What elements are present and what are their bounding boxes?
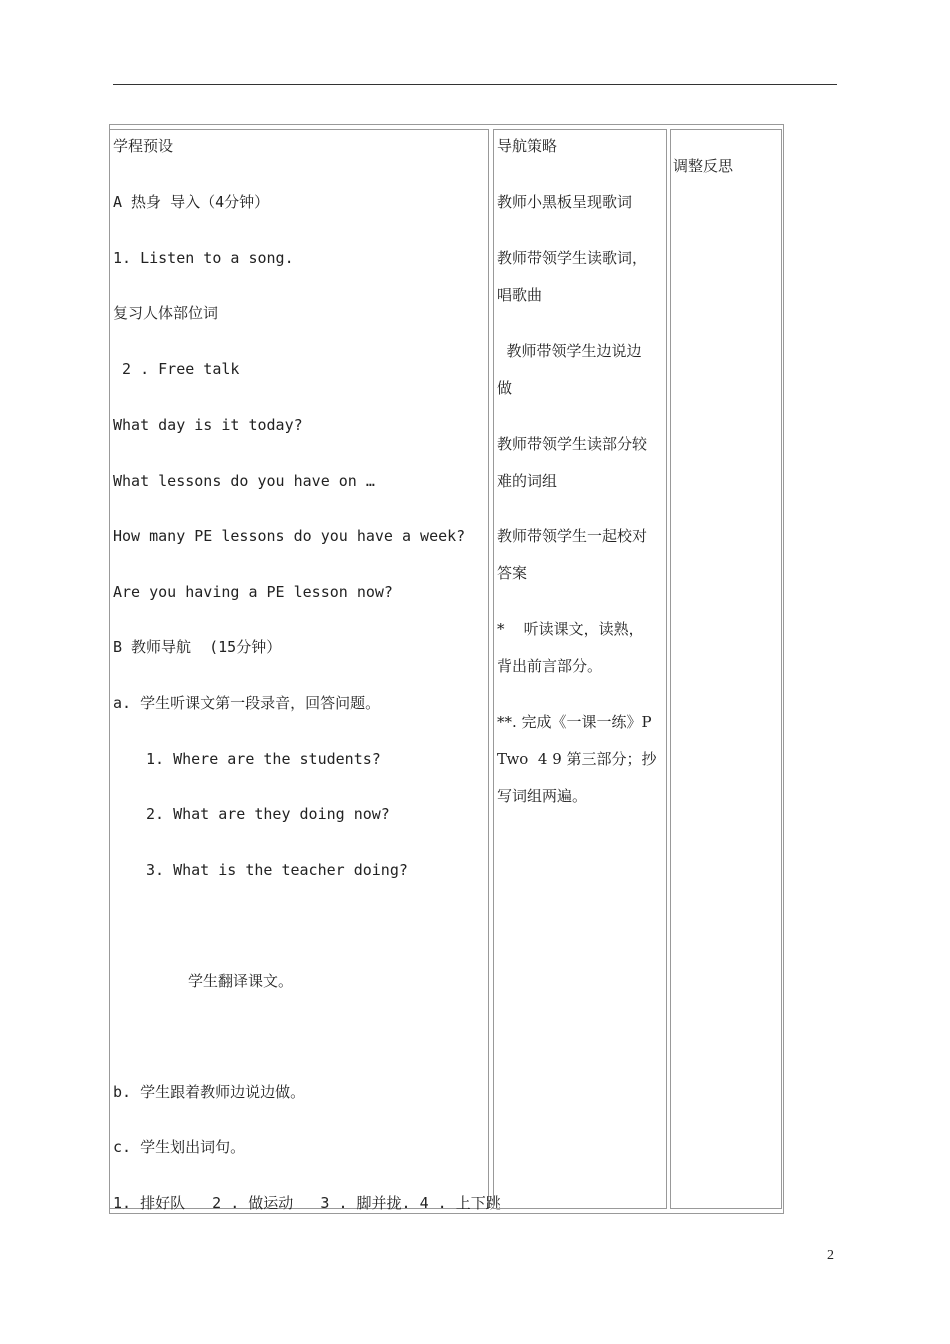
- lesson-plan-table: [109, 124, 784, 1214]
- column-lesson-design: [110, 129, 501, 1212]
- text-line: 教师带领学生一起校对: [497, 527, 648, 545]
- text-line: 1. 排好队 2 . 做运动 3 . 脚并拢. 4 . 上下跳: [113, 1194, 501, 1212]
- text-line: 难的词组: [497, 472, 558, 490]
- text-line: 教师小黑板呈现歌词: [497, 193, 633, 211]
- text-line: a. 学生听课文第一段录音，回答问题。: [113, 694, 381, 712]
- text-line: 写词组两遍。: [497, 787, 588, 805]
- question-1: 1. Where are the students?: [146, 750, 381, 768]
- column-header-guidance-strategy: 导航策略: [497, 137, 558, 155]
- column-header-reflection: 调整反思: [673, 157, 734, 175]
- text-line: 背出前言部分。: [497, 657, 603, 675]
- question-3: 3. What is the teacher doing?: [146, 861, 408, 879]
- text-line: 教师带领学生读歌词，: [497, 249, 648, 267]
- text-line: B 教师导航 (15分钟）: [113, 638, 282, 656]
- text-line: **. 完成《一课一练》P: [497, 713, 652, 731]
- text-line: * 听读课文，读熟，: [497, 620, 644, 638]
- column-guidance-strategy: [493, 129, 667, 1209]
- text-line: How many PE lessons do you have a week?: [113, 527, 466, 545]
- column-reflection: [670, 129, 782, 1209]
- text-line: 复习人体部位词: [113, 304, 219, 322]
- text-line: 教师带领学生边说边: [497, 342, 642, 360]
- text-line: 答案: [497, 564, 528, 582]
- column-header-lesson-design: 学程预设: [113, 137, 174, 155]
- text-line: 做: [497, 379, 513, 397]
- text-line: Are you having a PE lesson now?: [113, 583, 393, 601]
- text-line: 2 . Free talk: [113, 360, 240, 378]
- text-line: What lessons do you have on …: [113, 472, 375, 490]
- text-line: 学生翻译课文。: [188, 972, 294, 990]
- text-line: What day is it today?: [113, 416, 303, 434]
- text-line: c. 学生划出词句。: [113, 1138, 246, 1156]
- text-line: b. 学生跟着教师边说边做。: [113, 1083, 306, 1101]
- text-line: 1. Listen to a song.: [113, 249, 294, 267]
- header-rule: [113, 84, 837, 85]
- text-line: 唱歌曲: [497, 286, 543, 304]
- text-line: A 热身 导入（4分钟）: [113, 193, 270, 211]
- question-2: 2. What are they doing now?: [146, 805, 390, 823]
- page-number: 2: [827, 1248, 834, 1263]
- text-line: Two 4 9 第三部分；抄: [497, 750, 657, 768]
- text-line: 教师带领学生读部分较: [497, 435, 648, 453]
